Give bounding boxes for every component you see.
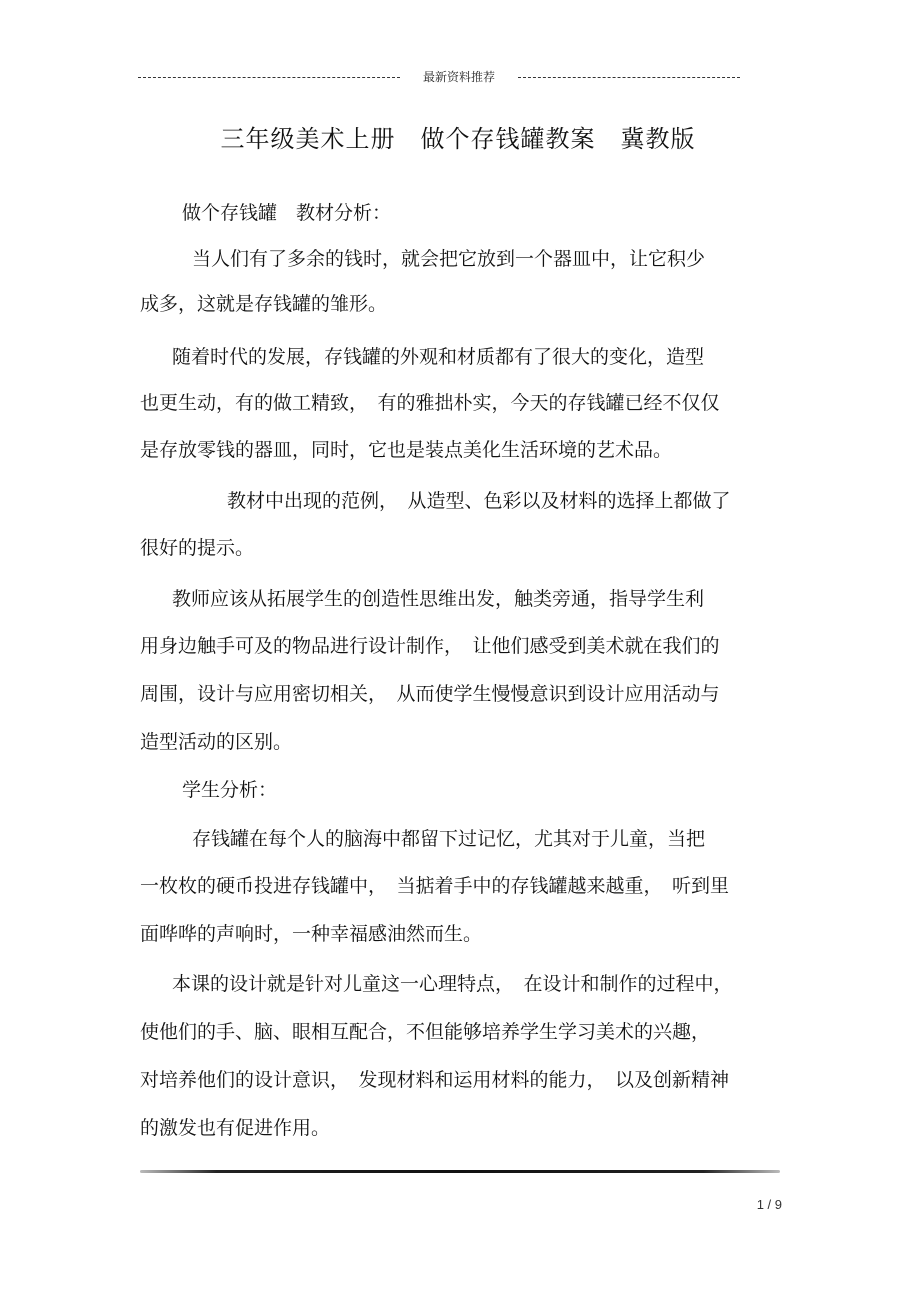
body-line: 一枚枚的硬币投进存钱罐中， 当掂着手中的存钱罐越来越重， 听到里: [140, 875, 730, 897]
body-line: 教材中出现的范例， 从造型、色彩以及材料的选择上都做了: [227, 490, 731, 512]
body-line: 做个存钱罐 教材分析：: [182, 202, 392, 224]
body-line: 存钱罐在每个人的脑海中都留下过记忆，尤其对于儿童，当把: [192, 828, 706, 850]
body-line: 成多，这就是存钱罐的雏形。: [140, 293, 388, 315]
body-line: 当人们有了多余的钱时，就会把它放到一个器皿中，让它积少: [192, 248, 706, 270]
body-line: 的激发也有促进作用。: [140, 1117, 331, 1139]
header-rule-right: [518, 77, 740, 78]
body-line: 造型活动的区别。: [140, 731, 293, 753]
page-number: 1 / 9: [756, 1197, 782, 1212]
body-line: 面哗哗的声响时，一种幸福感油然而生。: [140, 923, 483, 945]
body-line: 随着时代的发展，存钱罐的外观和材质都有了很大的变化，造型: [172, 346, 705, 368]
header-text: 最新资料推荐: [422, 70, 495, 84]
section-heading: 学生分析：: [182, 779, 278, 801]
body-line: 使他们的手、脑、眼相互配合，不但能够培养学生学习美术的兴趣，: [140, 1021, 711, 1043]
body-line: 也更生动，有的做工精致， 有的雅拙朴实，今天的存钱罐已经不仅仅: [140, 392, 720, 414]
header-rule-left: [138, 77, 400, 78]
body-line: 本课的设计就是针对儿童这一心理特点， 在设计和制作的过程中，: [172, 973, 733, 995]
footer-rule: [140, 1170, 780, 1173]
document-title: 三年级美术上册 做个存钱罐教案 冀教版: [220, 125, 696, 153]
body-line: 是存放零钱的器皿，同时，它也是装点美化生活环境的艺术品。: [140, 439, 673, 461]
body-line: 周围，设计与应用密切相关， 从而使学生慢慢意识到设计应用活动与: [140, 683, 720, 705]
body-line: 用身边触手可及的物品进行设计制作， 让他们感受到美术就在我们的: [140, 635, 720, 657]
body-line: 很好的提示。: [140, 537, 255, 559]
body-line: 教师应该从拓展学生的创造性思维出发，触类旁通，指导学生利: [172, 588, 705, 610]
body-line: 对培养他们的设计意识， 发现材料和运用材料的能力， 以及创新精神: [140, 1069, 730, 1091]
